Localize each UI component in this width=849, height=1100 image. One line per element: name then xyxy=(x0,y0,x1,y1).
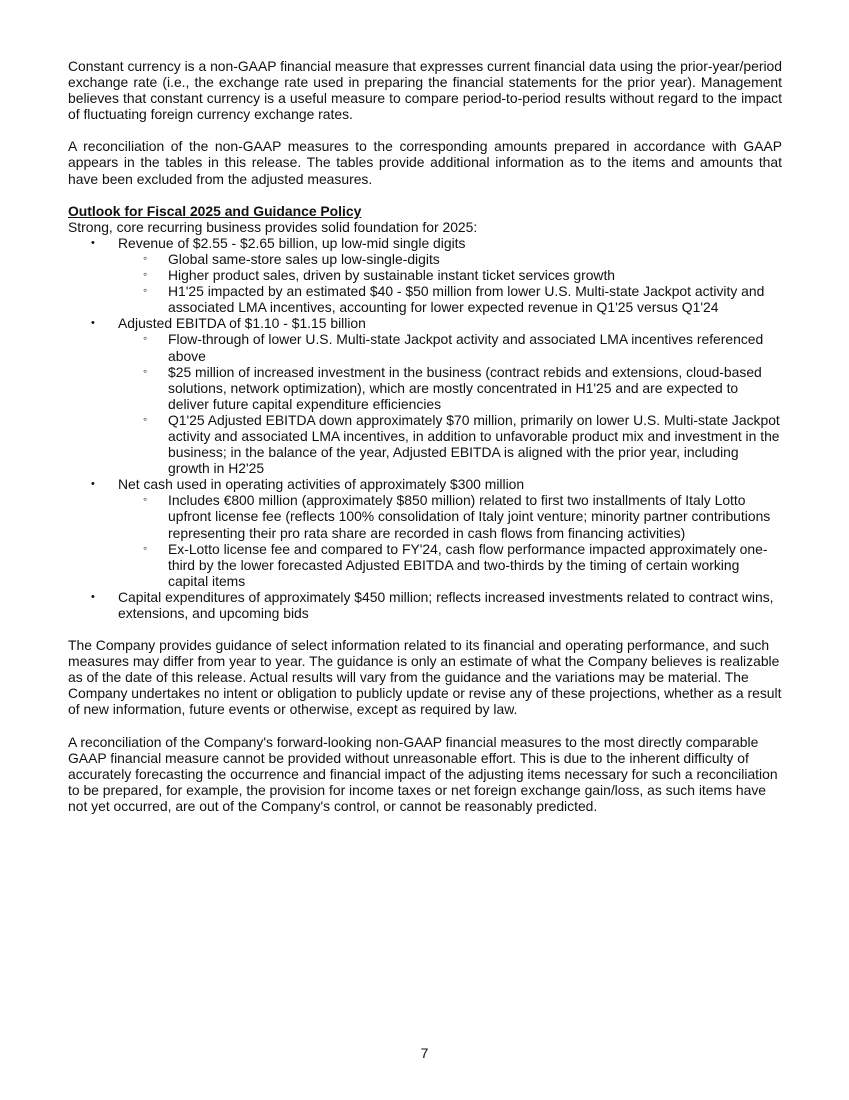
bullet-text: Revenue of $2.55 - $2.65 billion, up low-mid single digits xyxy=(118,234,466,251)
constant-currency-paragraph: Constant currency is a non-GAAP financial measure that expresses current financial data using the prior-year/period exchange rate (i.e., the exchange rate used in preparing the financial statements for the prior year). Management believes that constant currency is a useful measure to compare period-to-period results without regard to the impact of fluctuating foreign currency exchange rates. xyxy=(68,58,782,123)
sub-bullet-text: Q1'25 Adjusted EBITDA down approximately $70 million, primarily on lower U.S. Multi-state Jackpot activity and associated LMA incentives, in addition to unfavorable product mix and investment in the business; in the balance of the year, Adjusted EBITDA is aligned with the prior year, including growth in H2'25 xyxy=(168,411,780,477)
sub-bullet-icon: ◦ xyxy=(143,411,148,426)
sub-bullet-icon: ◦ xyxy=(143,363,148,378)
sub-bullet xyxy=(118,541,782,589)
bullet-icon: • xyxy=(91,590,95,603)
sub-bullet-icon: ◦ xyxy=(143,283,148,298)
sub-bullet-text: Higher product sales, driven by sustainable instant ticket services growth xyxy=(168,267,616,284)
sub-bullet-icon: ◦ xyxy=(143,331,148,346)
sub-bullet xyxy=(118,251,782,267)
bullet-icon: • xyxy=(91,317,95,330)
sub-bullet-icon: ◦ xyxy=(143,540,148,555)
bullet-net-cash xyxy=(68,476,782,589)
sub-bullet-text: Ex-Lotto license fee and compared to FY'24, cash flow performance impacted approximately one-third by the lower forecasted Adjusted EBITDA and two-thirds by the timing of certain working capital items xyxy=(168,540,768,589)
document-page xyxy=(68,58,782,814)
sub-bullet-icon: ◦ xyxy=(143,267,148,282)
sub-bullet-text: H1'25 impacted by an estimated $40 - $50 million from lower U.S. Multi-state Jackpot activity and associated LMA incentives, accounting for lower expected revenue in Q1'25 versus Q1'24 xyxy=(168,283,765,316)
bullet-text: Adjusted EBITDA of $1.10 - $1.15 billion xyxy=(118,315,366,332)
bullet-icon: • xyxy=(91,236,95,249)
sub-bullet xyxy=(118,364,782,412)
bullet-text: Capital expenditures of approximately $450 million; reflects increased investments related to contract wins, extensions, and upcoming bids xyxy=(118,588,774,621)
reconciliation-paragraph: A reconciliation of the non-GAAP measures to the corresponding amounts prepared in accordance with GAAP appears in the tables in this release. The tables provide additional information as to the items and amounts that have been excluded from the adjusted measures. xyxy=(68,138,782,187)
paragraph-spacer xyxy=(68,621,782,637)
sub-bullet-list xyxy=(118,492,782,589)
paragraph-spacer xyxy=(68,122,782,138)
sub-bullet xyxy=(118,331,782,363)
paragraph-spacer xyxy=(68,718,782,734)
sub-bullet xyxy=(118,492,782,540)
sub-bullet-list xyxy=(118,251,782,315)
sub-bullet xyxy=(118,267,782,283)
bullet-capex xyxy=(68,589,782,621)
page-number: 7 xyxy=(420,1045,429,1061)
outlook-lead: Strong, core recurring business provides solid foundation for 2025: xyxy=(68,218,478,235)
paragraph-spacer xyxy=(68,187,782,203)
bullet-text: Net cash used in operating activities of approximately $300 million xyxy=(118,476,525,493)
bullet-icon: • xyxy=(91,478,95,491)
sub-bullet xyxy=(118,412,782,476)
forward-looking-paragraph: A reconciliation of the Company's forward-looking non-GAAP financial measures to the most directly comparable GAAP financial measure cannot be provided without unreasonable effort. This is due to the inherent difficulty of accurately forecasting the occurrence and financial impact of the adjusting items necessary for such a reconciliation to be prepared, for example, the provision for income taxes or net foreign exchange gain/loss, as such items have not yet occurred, are out of the Company's control, or cannot be reasonably predicted. xyxy=(68,733,778,814)
sub-bullet-text: Includes €800 million (approximately $850 million) related to first two installments of Italy Lotto upfront license fee (reflects 100% consolidation of Italy joint venture; minority partner contributions representing their pro rata share are recorded in cash flows from financing activities) xyxy=(168,492,771,541)
sub-bullet-icon: ◦ xyxy=(143,250,148,265)
outlook-bullet-list xyxy=(68,235,782,621)
bullet-revenue xyxy=(68,235,782,315)
guidance-policy-paragraph: The Company provides guidance of select information related to its financial and operating performance, and such measures may differ from year to year. The guidance is only an estimate of what the Company believes is realizable as of the date of this release. Actual results will vary from the guidance and the variations may be material. The Company undertakes no intent or obligation to publicly update or revise any of these projections, whether as a result of new information, future events or otherwise, except as required by law. xyxy=(68,637,782,718)
sub-bullet-text: Global same-store sales up low-single-digits xyxy=(168,250,440,267)
sub-bullet-text: $25 million of increased investment in the business (contract rebids and extensions, cloud-based solutions, network optimization), which are mostly concentrated in H1'25 and are expected to deliver future capital expenditure efficiencies xyxy=(168,363,762,412)
outlook-heading: Outlook for Fiscal 2025 and Guidance Policy xyxy=(68,202,362,219)
sub-bullet-icon: ◦ xyxy=(143,492,148,507)
sub-bullet-text: Flow-through of lower U.S. Multi-state Jackpot activity and associated LMA incentives referenced above xyxy=(168,331,764,364)
bullet-adjusted-ebitda xyxy=(68,315,782,476)
sub-bullet xyxy=(118,283,782,315)
sub-bullet-list xyxy=(118,331,782,476)
